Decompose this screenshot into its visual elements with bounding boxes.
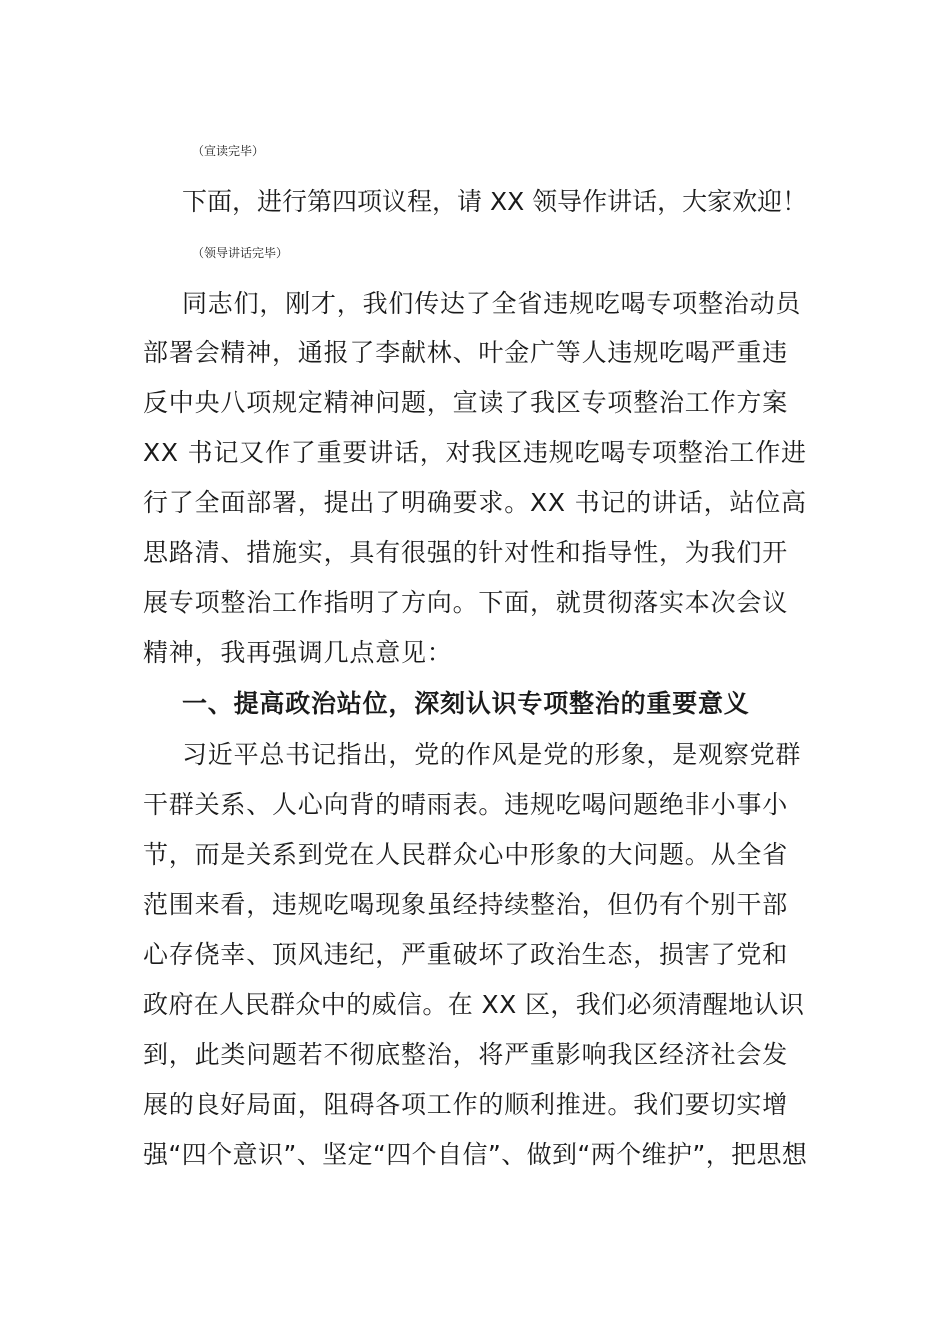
- paragraph2-line: 心存侥幸、顶风违纪，严重破坏了政治生态，损害了党和: [143, 940, 789, 969]
- note-speech-done: （领导讲话完毕）: [192, 246, 289, 260]
- paragraph1-line: 同志们，刚才，我们传达了全省违规吃喝专项整治动员: [182, 289, 802, 318]
- paragraph2-line: 干群关系、人心向背的晴雨表。违规吃喝问题绝非小事小: [143, 790, 789, 819]
- section1-heading: 一、提高政治站位，深刻认识专项整治的重要意义: [182, 689, 750, 718]
- agenda-line: 下面，进行第四项议程，请 XX 领导作讲话，大家欢迎！: [182, 187, 808, 216]
- paragraph1-line: 行了全面部署，提出了明确要求。XX 书记的讲话，站位高: [143, 488, 807, 517]
- paragraph2-line: 节，而是关系到党在人民群众心中形象的大问题。从全省: [143, 840, 789, 869]
- paragraph2-line: 政府在人民群众中的威信。在 XX 区，我们必须清醒地认识: [143, 990, 805, 1019]
- paragraph1-line: XX 书记又作了重要讲话，对我区违规吃喝专项整治工作进: [143, 438, 807, 467]
- paragraph2-line: 到，此类问题若不彻底整治，将严重影响我区经济社会发: [143, 1040, 789, 1069]
- paragraph1-line: 思路清、措施实，具有很强的针对性和指导性，为我们开: [143, 538, 789, 567]
- paragraph1-line: 展专项整治工作指明了方向。下面，就贯彻落实本次会议: [143, 588, 789, 617]
- paragraph2-line: 强“四个意识”、坚定“四个自信”、做到“两个维护”，把思想: [143, 1140, 808, 1169]
- paragraph1-line: 精神，我再强调几点意见：: [143, 638, 453, 667]
- note-reading-done: （宣读完毕）: [192, 144, 265, 158]
- paragraph2-line: 展的良好局面，阻碍各项工作的顺利推进。我们要切实增: [143, 1090, 789, 1119]
- paragraph1-line: 部署会精神，通报了李献林、叶金广等人违规吃喝严重违: [143, 338, 789, 367]
- paragraph2-line: 范围来看，违规吃喝现象虽经持续整治，但仍有个别干部: [143, 890, 789, 919]
- paragraph1-line: 反中央八项规定精神问题，宣读了我区专项整治工作方案: [143, 388, 789, 417]
- paragraph2-line: 习近平总书记指出，党的作风是党的形象，是观察党群: [182, 740, 802, 769]
